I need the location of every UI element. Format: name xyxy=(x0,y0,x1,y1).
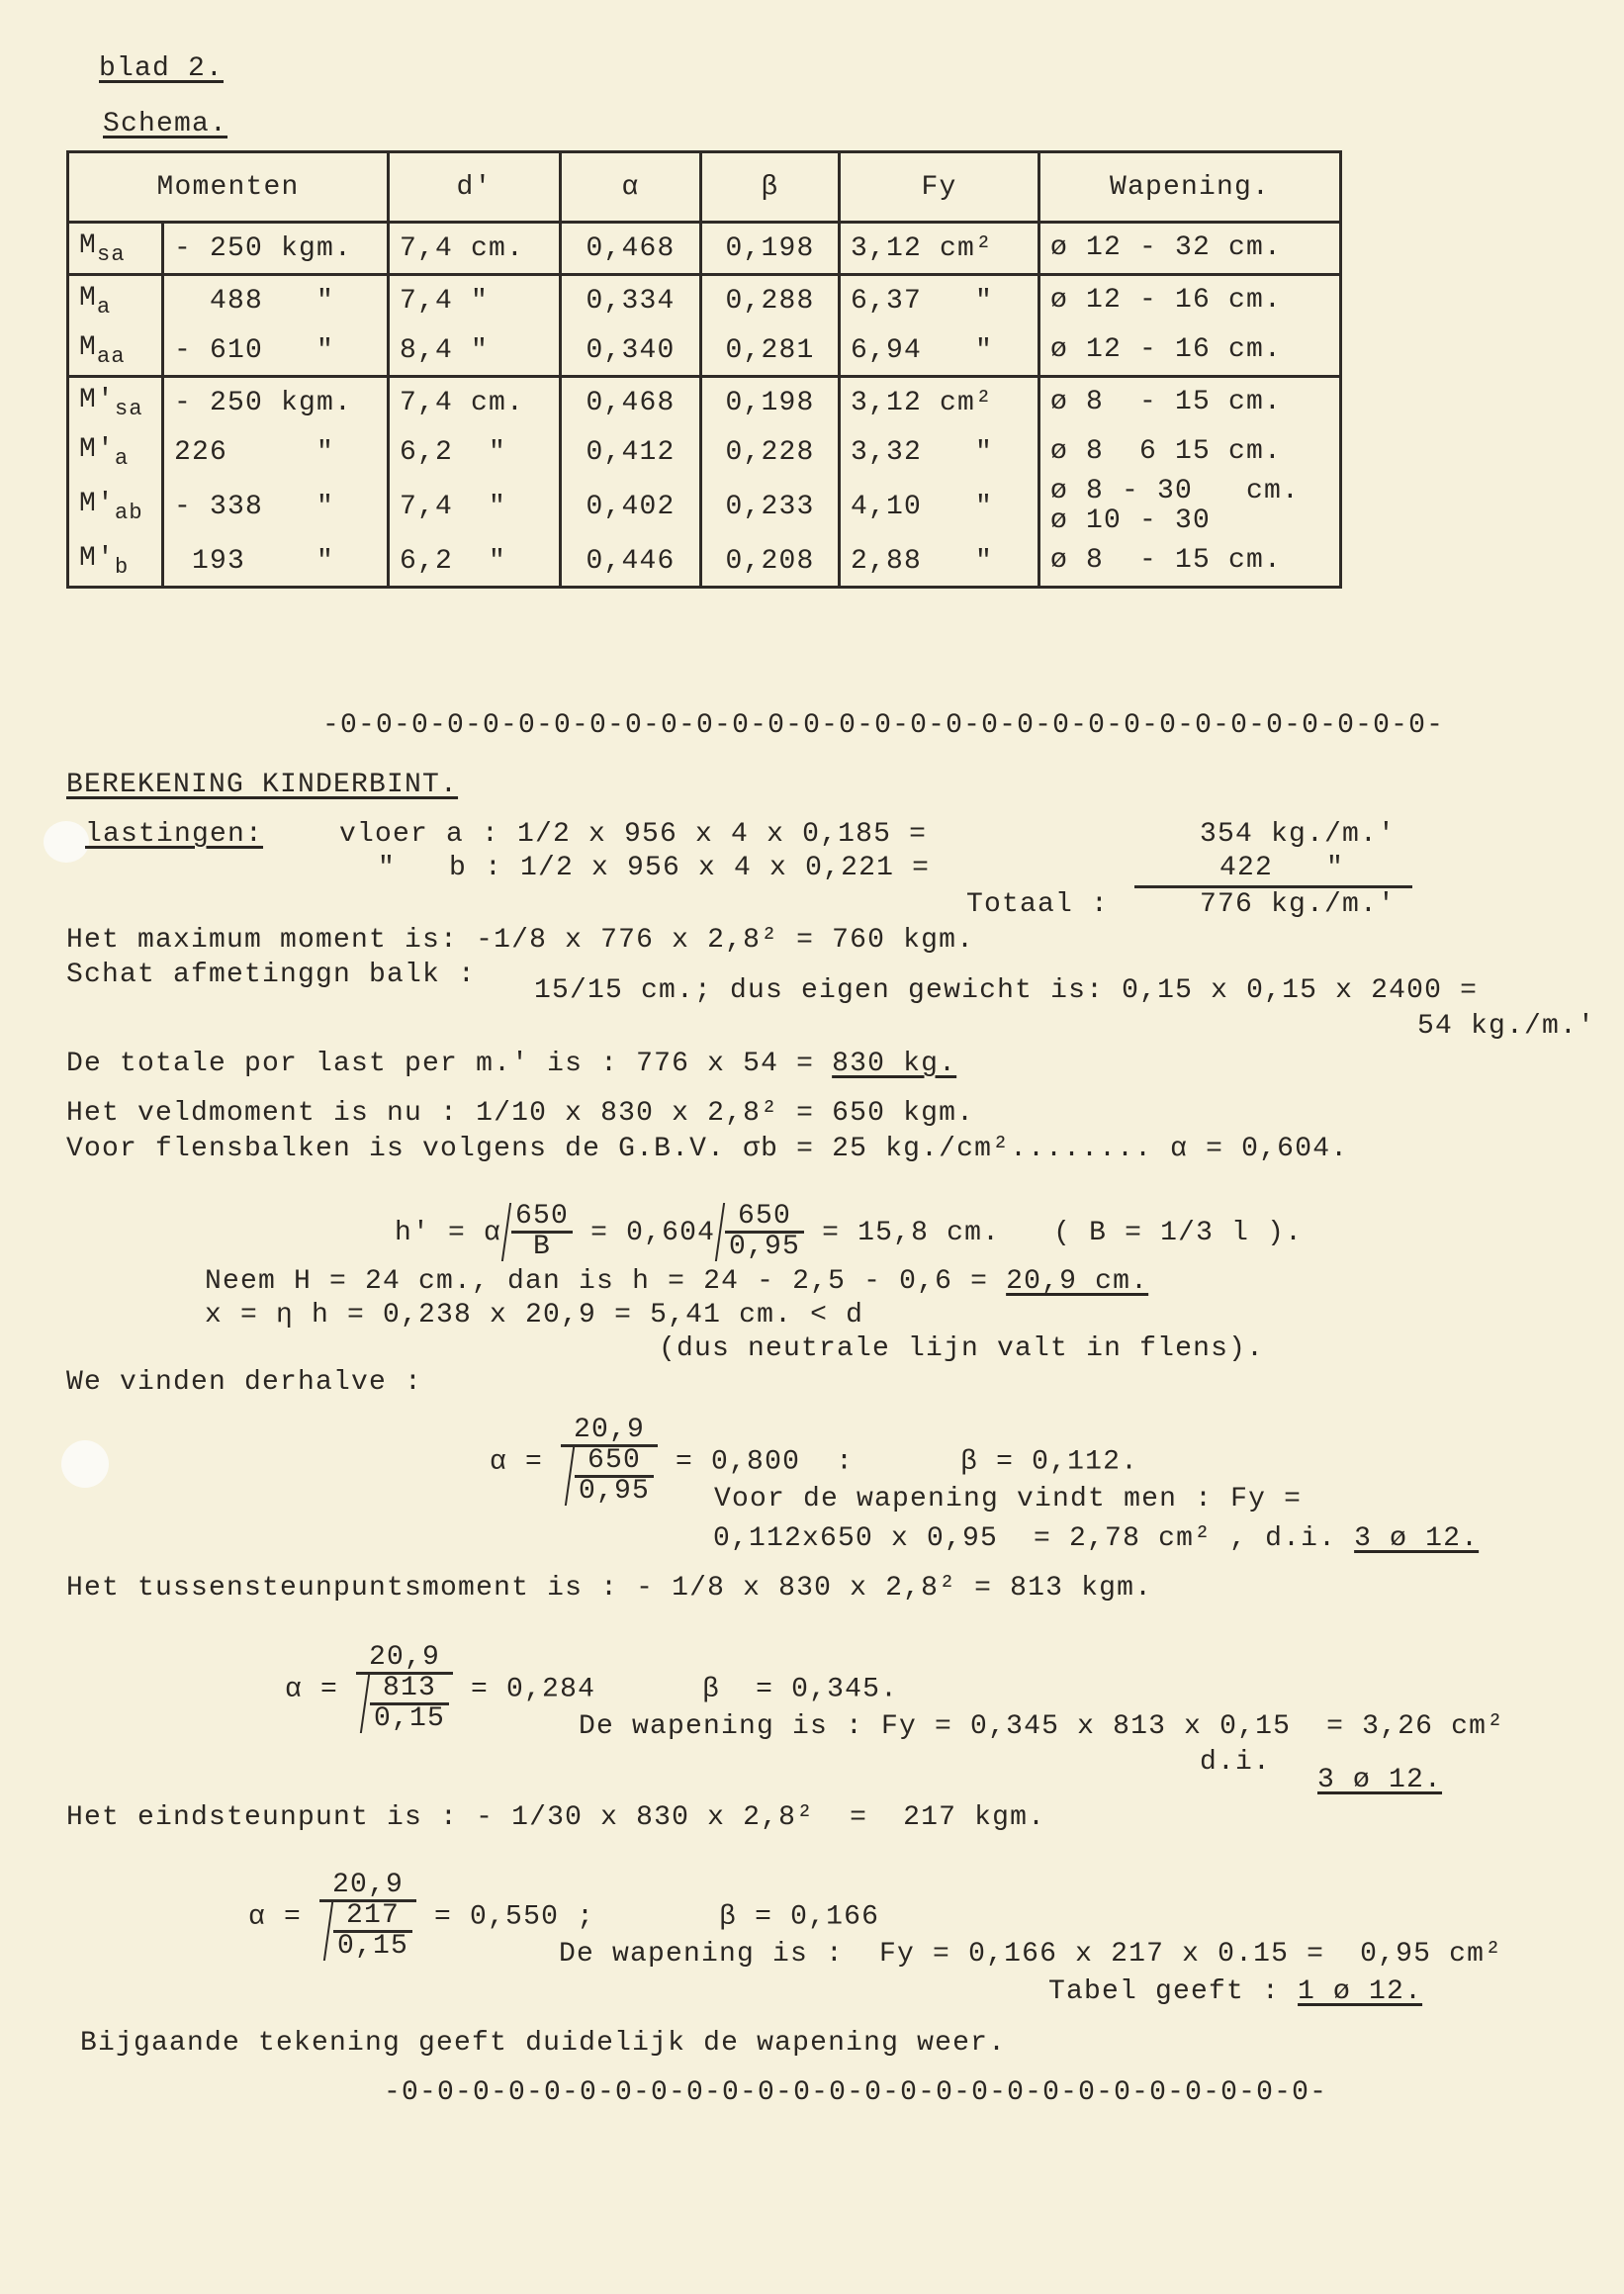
col-d: d' xyxy=(389,152,561,223)
d-value: 7,4 cm. xyxy=(389,223,561,275)
totaal-label: Totaal : xyxy=(966,889,1110,920)
moment-prime: ' xyxy=(97,384,116,415)
f1-rnum: 650 xyxy=(575,1447,654,1478)
totale-last-text: De totale por last per m.' is : 776 x 54 = xyxy=(66,1049,833,1079)
neem xyxy=(205,1266,1148,1298)
moment-symbol xyxy=(68,477,163,536)
fy-value: 6,94 " xyxy=(840,325,1039,377)
sum-line xyxy=(1134,885,1412,888)
col-momenten: Momenten xyxy=(68,152,389,223)
moment-symbol xyxy=(68,377,163,428)
fy-value: 6,37 " xyxy=(840,275,1039,326)
schema-table xyxy=(66,150,1342,589)
section-title: Schema. xyxy=(103,109,228,139)
eindsteunpunt: Het eindsteunpunt is : - 1/30 x 830 x 2,8² = 217 kgm. xyxy=(66,1802,1046,1833)
f3-rden: 0,15 xyxy=(337,1931,409,1962)
d-value: 7,4 " xyxy=(389,477,561,536)
vinden: We vinden derhalve : xyxy=(66,1367,423,1398)
f3-rhs: = 0,550 ; β = 0,166 xyxy=(416,1901,880,1933)
totale-last xyxy=(66,1049,956,1080)
d-value: 6,2 " xyxy=(389,536,561,588)
moment-letter: M xyxy=(79,282,98,314)
beta-value: 0,228 xyxy=(701,427,840,477)
moment-subscript: aa xyxy=(97,343,126,369)
moment-subscript: a xyxy=(115,445,130,471)
moment-subscript: sa xyxy=(115,396,143,421)
f2-lhs: α = xyxy=(285,1674,357,1705)
moment-subscript: sa xyxy=(97,241,126,267)
vloer-b-value: 422 " xyxy=(1219,853,1345,883)
punch-hole xyxy=(61,1440,109,1488)
f2-rnum: 813 xyxy=(370,1675,449,1705)
fy-value: 2,88 " xyxy=(840,536,1039,588)
tabel-result: 1 ø 12. xyxy=(1298,1976,1423,2007)
col-alpha: α xyxy=(561,152,701,223)
moment-value: - 250 kgm. xyxy=(163,223,389,275)
table-row xyxy=(68,325,1341,377)
moment-subscript: ab xyxy=(115,500,143,525)
moment-value: - 250 kgm. xyxy=(163,377,389,428)
beta-value: 0,233 xyxy=(701,477,840,536)
alpha-value: 0,446 xyxy=(561,536,701,588)
divider: -0-0-0-0-0-0-0-0-0-0-0-0-0-0-0-0-0-0-0-0-0-0-0-0-0-0- xyxy=(384,2077,1328,2108)
moment-letter: M xyxy=(79,542,98,574)
table-header-row xyxy=(68,152,1341,223)
moment-symbol xyxy=(68,536,163,588)
moment-prime: ' xyxy=(97,542,116,574)
moment-prime: ' xyxy=(97,488,116,519)
dus: (dus neutrale lijn valt in flens). xyxy=(659,1333,1265,1364)
f3-wapening: De wapening is : Fy = 0,166 x 217 x 0.15 = 0,95 cm² xyxy=(559,1939,1503,1970)
alpha-value: 0,402 xyxy=(561,477,701,536)
moment-letter: M xyxy=(79,384,98,415)
beta-value: 0,208 xyxy=(701,536,840,588)
table-row xyxy=(68,275,1341,326)
beta-value: 0,288 xyxy=(701,275,840,326)
moment-prime: ' xyxy=(97,433,116,465)
veldmoment: Het veldmoment is nu : 1/10 x 830 x 2,8² = 650 kgm. xyxy=(66,1098,975,1129)
h-num2: 650 xyxy=(725,1203,804,1234)
f1-wapening: Voor de wapening vindt men : Fy = xyxy=(714,1484,1303,1514)
alpha-value: 0,468 xyxy=(561,377,701,428)
moment-value: 226 " xyxy=(163,427,389,477)
f1-calc xyxy=(713,1523,1479,1555)
calc-title: BEREKENING KINDERBINT. xyxy=(66,770,459,800)
wapening-value: ø 12 - 32 cm. xyxy=(1039,223,1341,275)
f3-rnum: 217 xyxy=(333,1902,412,1933)
wapening-value: ø 8 6 15 cm. xyxy=(1039,427,1341,477)
h-mid: = 0,604 xyxy=(573,1217,716,1248)
moment-letter: M xyxy=(79,229,98,261)
f1-result: 3 ø 12. xyxy=(1354,1523,1480,1554)
belastingen-label: lastingen: xyxy=(85,819,264,850)
h-den2: 0,95 xyxy=(729,1232,801,1262)
f2-di: d.i. xyxy=(1200,1747,1272,1778)
col-beta: β xyxy=(701,152,840,223)
x-line: x = η h = 0,238 x 20,9 = 5,41 cm. < d xyxy=(205,1300,864,1331)
beta-value: 0,198 xyxy=(701,377,840,428)
beta-value: 0,281 xyxy=(701,325,840,377)
h-den1: B xyxy=(533,1232,552,1262)
f1-lhs: α = xyxy=(490,1446,562,1478)
page-number: blad 2. xyxy=(99,53,225,84)
alpha-value: 0,340 xyxy=(561,325,701,377)
wapening-value: ø 8 - 15 cm. xyxy=(1039,536,1341,588)
wapening-value: ø 8 - 15 cm. xyxy=(1039,377,1341,428)
totaal-value: 776 kg./m.' xyxy=(1200,889,1397,920)
flensbalken: Voor flensbalken is volgens de G.B.V. σb = 25 kg./cm²........ α = 0,604. xyxy=(66,1134,1349,1164)
alpha-value: 0,412 xyxy=(561,427,701,477)
f1-calc-text: 0,112x650 x 0,95 = 2,78 cm² , d.i. xyxy=(713,1523,1355,1554)
eigen-gewicht: 54 kg./m.' xyxy=(1417,1011,1596,1042)
totale-last-result: 830 kg. xyxy=(832,1049,957,1079)
moment-value: 193 " xyxy=(163,536,389,588)
table-row xyxy=(68,536,1341,588)
moment-value: 488 " xyxy=(163,275,389,326)
f3-num: 20,9 xyxy=(319,1872,416,1902)
divider: -0-0-0-0-0-0-0-0-0-0-0-0-0-0-0-0-0-0-0-0-0-0-0-0-0-0-0-0-0-0-0- xyxy=(322,710,1445,741)
schat-detail: 15/15 cm.; dus eigen gewicht is: 0,15 x 0,15 x 2400 = xyxy=(534,975,1479,1006)
f2-num: 20,9 xyxy=(356,1644,453,1675)
col-fy: Fy xyxy=(840,152,1039,223)
vloer-a-value: 354 kg./m.' xyxy=(1200,819,1397,850)
f1-rhs: = 0,800 : β = 0,112. xyxy=(658,1446,1139,1478)
moment-subscript: b xyxy=(115,554,130,580)
moment-letter: M xyxy=(79,488,98,519)
beta-value: 0,198 xyxy=(701,223,840,275)
d-value: 7,4 cm. xyxy=(389,377,561,428)
table-row xyxy=(68,427,1341,477)
f2-result: 3 ø 12. xyxy=(1317,1765,1443,1795)
alpha-value: 0,334 xyxy=(561,275,701,326)
table-row xyxy=(68,377,1341,428)
vloer-a: vloer a : 1/2 x 956 x 4 x 0,185 = xyxy=(339,819,928,850)
moment-symbol xyxy=(68,223,163,275)
moment-symbol xyxy=(68,275,163,326)
moment-subscript: a xyxy=(97,294,112,320)
h-formula xyxy=(359,1171,1303,1261)
h-num1: 650 xyxy=(511,1203,573,1234)
d-value: 6,2 " xyxy=(389,427,561,477)
f3-lhs: α = xyxy=(248,1901,320,1933)
h-lhs: h' = α xyxy=(395,1217,502,1248)
bijgaande: Bijgaande tekening geeft duidelijk de wapening weer. xyxy=(80,2028,1007,2059)
moment-symbol xyxy=(68,325,163,377)
fy-value: 3,12 cm² xyxy=(840,377,1039,428)
max-moment: Het maximum moment is: -1/8 x 776 x 2,8² = 760 kgm. xyxy=(66,925,975,956)
alpha-value: 0,468 xyxy=(561,223,701,275)
tussensteunpunt: Het tussensteunpuntsmoment is : - 1/8 x 830 x 2,8² = 813 kgm. xyxy=(66,1573,1153,1604)
tabel xyxy=(1048,1976,1422,2008)
f1-rden: 0,95 xyxy=(579,1476,651,1507)
f2-wapening: De wapening is : Fy = 0,345 x 813 x 0,15 = 3,26 cm² xyxy=(579,1711,1505,1742)
vloer-b: " b : 1/2 x 956 x 4 x 0,221 = xyxy=(378,853,931,883)
h-rhs: = 15,8 cm. ( B = 1/3 l ). xyxy=(804,1217,1304,1248)
fy-value: 3,12 cm² xyxy=(840,223,1039,275)
moment-value: - 610 " xyxy=(163,325,389,377)
f1-num: 20,9 xyxy=(561,1417,658,1447)
table-row xyxy=(68,223,1341,275)
wapening-value: ø 8 - 30 cm. ø 10 - 30 xyxy=(1039,477,1341,536)
fy-value: 3,32 " xyxy=(840,427,1039,477)
f2-rhs: = 0,284 β = 0,345. xyxy=(453,1674,899,1705)
col-wapening: Wapening. xyxy=(1039,152,1341,223)
d-value: 8,4 " xyxy=(389,325,561,377)
tabel-text: Tabel geeft : xyxy=(1048,1976,1299,2007)
fy-value: 4,10 " xyxy=(840,477,1039,536)
moment-letter: M xyxy=(79,433,98,465)
punch-hole xyxy=(44,821,89,863)
wapening-value: ø 12 - 16 cm. xyxy=(1039,325,1341,377)
neem-text: Neem H = 24 cm., dan is h = 24 - 2,5 - 0,6 = xyxy=(205,1266,1007,1297)
moment-value: - 338 " xyxy=(163,477,389,536)
moment-letter: M xyxy=(79,331,98,363)
wapening-value: ø 12 - 16 cm. xyxy=(1039,275,1341,326)
neem-result: 20,9 cm. xyxy=(1006,1266,1149,1297)
d-value: 7,4 " xyxy=(389,275,561,326)
schat: Schat afmetinggn balk : xyxy=(66,960,477,990)
f2-rden: 0,15 xyxy=(374,1703,446,1734)
table-row xyxy=(68,477,1341,536)
moment-symbol xyxy=(68,427,163,477)
